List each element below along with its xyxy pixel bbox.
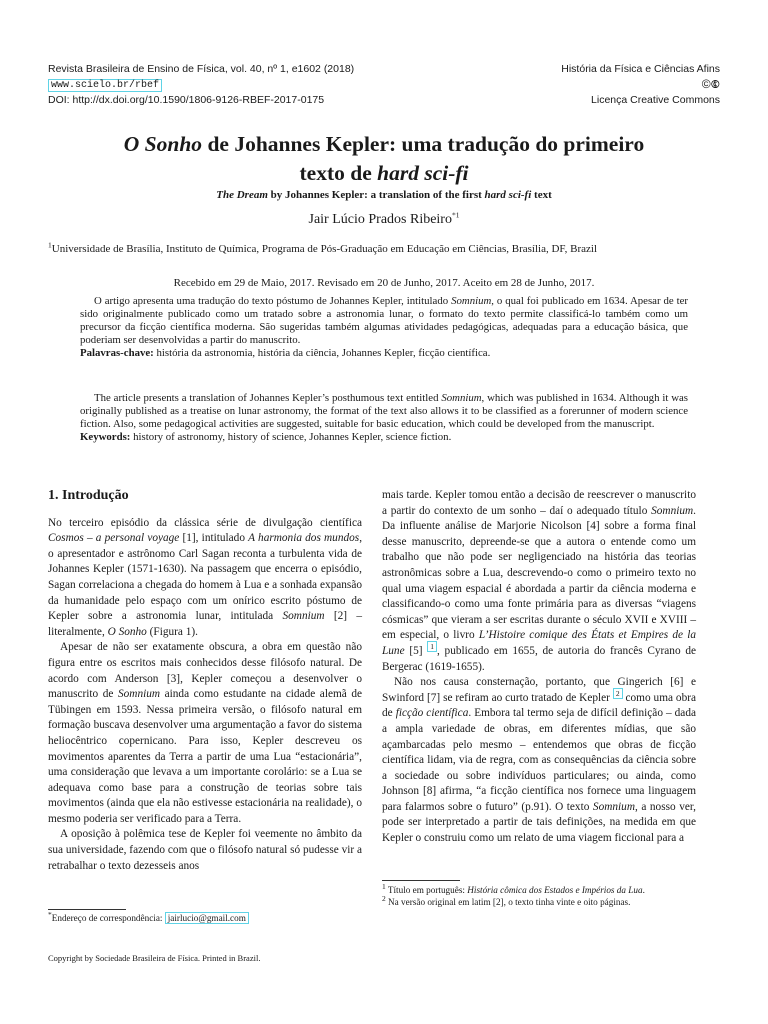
paragraph: A oposição à polêmica tese de Kepler foi veemente no âmbito da sua universidade, fazendo com que o filósofo natural só pudesse vir a retrabalhar o texto dezesseis anos (48, 828, 362, 872)
paragraph: Apesar de não ser exatamente obscura, a obra em questão não figura entre os escritos mais conhecidos desse filósofo natural. De acordo com Anderson [3], Kepler começou a desenvolver o manuscrito de Somnium ainda como estudante na cidade alemã de Tübingen em 1593. Nessa primeira versão, o filósofo natural em formação buscava desenvolver uma argumentação a favor do sistema heliocêntrico copernicano. Para isso, Kepler descreveu os movimentos aparentes da Terra a partir de uma Lua “estacionária”, uma consideração que levava a um importante corolário: se a Lua se adequava como base para a construção de teorias sobre tais movimentos (ainda que ela não estivesse estacionária na realidade), o mesmo poderia ser verificado para a Terra. (48, 641, 363, 825)
copyright-notice: Copyright by Sociedade Brasileira de Física. Printed in Brazil. (48, 953, 261, 963)
footnote-ref-1[interactable]: 1 (427, 641, 437, 652)
paper-title: O Sonho de Johannes Kepler: uma tradução do primeiro texto de hard sci-fi (123, 132, 645, 185)
keywords-pt: Palavras-chave: história da astronomia, história da ciência, Johannes Kepler, ficção científica. (80, 347, 491, 359)
footnote-1: $^1$ Título em português: História cômica dos Estados e Impérios da Lua. (382, 881, 645, 895)
right-column (382, 488, 696, 847)
doi-link[interactable]: DOI: http://dx.doi.org/10.1590/1806-9126-RBEF-2017-0175 (48, 94, 325, 106)
paragraph: mais tarde. Kepler tomou então a decisão de reescrever o manuscrito a partir do contexto de um sonho – daí o adequado título Somnium. Da influente análise de Marjorie Nicolson [4] sobre a forma final desse manuscrito, depreende-se que a autora o entende como um trabalho que não pode ser negligenciado na história das teorias astronômicas sobre a Lua, descrevendo-o como o primeiro texto no qual uma viagem espacial é abordada a partir da ciência moderna e classificando-o como uma fonte primária para as diversas “viagens cósmicas” que vieram a ser escritas durante o século XVII e XVIII – em especial, o livro L’Histoire comique des États et Empires de la Lune [5] $^1$ , publicado em 1655, de autoria do francês Cyrano de Bergerac (1619-1655). (382, 489, 696, 673)
license-link[interactable]: Licença Creative Commons (591, 94, 720, 106)
correspondence-footnote: *Endereço de correspondência: jairlucio@gmail.com (48, 912, 362, 924)
email-link[interactable]: jairlucio@gmail.com (165, 912, 249, 924)
section-heading: 1. Introdução (48, 488, 129, 503)
footnote-ref-2[interactable]: 2 (613, 688, 623, 699)
journal-header (48, 62, 354, 108)
affiliation-mark: 1 (48, 240, 52, 250)
keywords-en: Keywords: history of astronomy, history of science, Johannes Kepler, science fiction. (80, 431, 452, 443)
abstract-english: The article presents a translation of Johannes Kepler’s posthumous text entitled Somnium, which was published in 1634. Although it was originally published as a treatise on lunar astronomy, the format of the text also allows it to be classified as a forerunner of modern science fiction. Also, some pedagogical activities are suggested, suitable for basic education, which could be developed from the manuscript. Keywords: history of astronomy, history of science, Johannes Kepler, science fiction. (80, 392, 688, 443)
paragraph: Não nos causa consternação, portanto, que Gingerich [6] e Swinford [7] se refiram ao curto tratado de Kepler $^2$ como uma obra de ficção científica. Embora tal termo seja de difícil definição – dada a ampla variedade de obras, em diferentes mídias, que são açambarcadas pelo mesmo – entendemos que obras de ficção científica lidam, via de regra, com as consequências da ciência sobre a sociedade ou sobre indivíduos particulares; ou ainda, como Johnson [8] afirma, “a ficção científica nos fornece uma linguagem para falarmos sobre o futuro” (p.91). O texto Somnium, a nosso ver, pode ser interpretado a partir de tais definições, na medida em que Kepler o construiu como um relato de uma viagem ficcional para a (382, 676, 696, 845)
section-header (561, 62, 720, 108)
footnote-rule-right (382, 880, 460, 881)
section-name: História da Física e Ciências Afins (561, 63, 720, 75)
affiliation: $^1$Universidade de Brasília, Instituto de Química, Programa de Pós-Graduação em Educação em Ciências, Brasília, DF, Brazil (48, 240, 598, 255)
footnote-2: $^2$ Na versão original em latim [2], o texto tinha vinte e oito páginas. (382, 893, 631, 907)
abstract-portuguese: O artigo apresenta uma tradução do texto póstumo de Johannes Kepler, intitulado Somnium, o qual foi publicado em 1634. Apesar de ter sido originalmente publicado como um tratado sobre a astronomia lunar, o formato do texto permite classificá-lo também como um precursor da ficção científica moderna. São sugeridas também algumas atividades pedagógicas, adequadas para a educação básica, que poderiam ser desenvolvidas a partir do manuscrito. Palavras-chave: história da astronomia, história da ciência, Johannes Kepler, ficção científica. (80, 295, 688, 359)
journal-url-link[interactable]: www.scielo.br/rbef (48, 79, 162, 92)
left-column (48, 488, 362, 874)
author-marks: *1 (451, 210, 460, 220)
author-name: Jair Lúcio Prados Ribeiro$^{*1}$ (308, 210, 460, 227)
creative-commons-icon: ©🅮 (701, 77, 720, 91)
footnotes-right (382, 881, 696, 908)
footnote-rule (48, 909, 126, 910)
journal-citation: Revista Brasileira de Ensino de Física, vol. 40, nº 1, e1602 (2018) (48, 63, 355, 75)
paper-subtitle: The Dream by Johannes Kepler: a translation of the first hard sci-fi text (216, 189, 552, 201)
paragraph: No terceiro episódio da clássica série de divulgação científica Cosmos – a personal voyage [1], intitulado A harmonia dos mundos, o apresentador e astrônomo Carl Sagan reconta a turbulenta vida de Johannes Kepler (1571-1630). Na passagem que encerra o episódio, Sagan correlaciona a chegada do homem à Lua e a sonhada expansão da humanidade pelo espaço com um onírico escrito póstumo de Kepler sobre a astronomia lunar, intitulada Somnium [2] – literalmente, O Sonho (Figura 1). (48, 516, 363, 638)
received-dates: Recebido em 29 de Maio, 2017. Revisado em 20 de Junho, 2017. Aceito em 28 de Junho, 2017. (173, 277, 595, 289)
